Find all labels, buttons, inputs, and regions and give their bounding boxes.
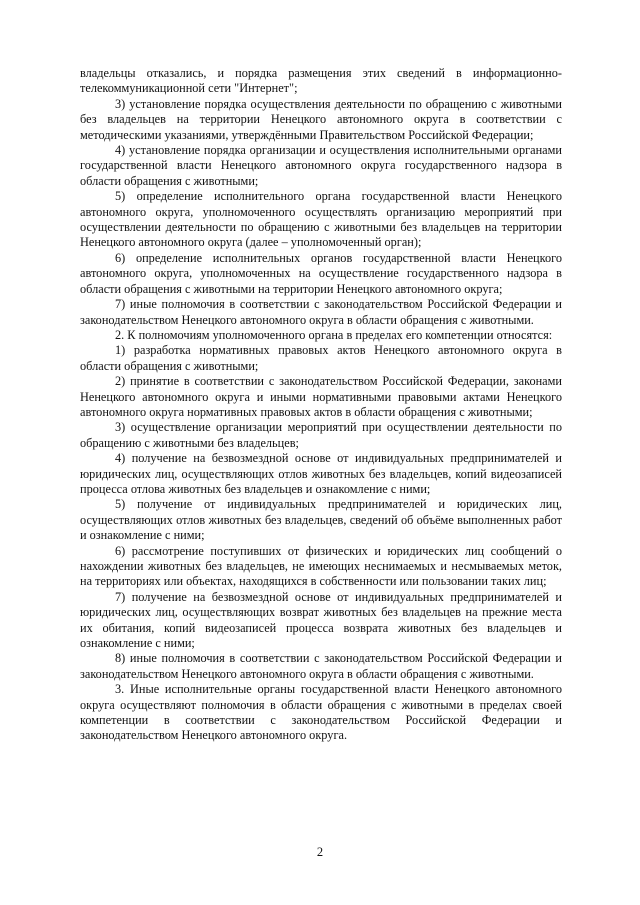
paragraph-section-2-item-6: 6) рассмотрение поступивших от физических и юридических лиц сообщений о нахождении животных без владельцев, не имеющих неснимаемых и несмываемых меток, на территориях или объектах, находящихся в собственности или пользовании таких лиц; [80,543,562,589]
paragraph-continuation: владельцы отказались, и порядка размещения этих сведений в информационно-телекоммуникационной сети "Интернет"; [80,66,562,96]
paragraph-item-3: 3) установление порядка осуществления деятельности по обращению с животными без владельцев на территории Ненецкого автономного округа в соответствии с методическими указаниями, утверждёнными Правительством Российской Федерации; [80,96,562,142]
paragraph-section-2-item-2: 2) принятие в соответствии с законодательством Российской Федерации, законами Ненецкого автономного округа и иными нормативными правовыми актами Ненецкого автономного округа нормативных правовых актов в области обращения с животными; [80,374,562,419]
paragraph-section-2-item-4: 4) получение на безвозмездной основе от индивидуальных предпринимателей и юридических лиц, осуществляющих отлов животных без владельцев, копий видеозаписей процесса отлова животных без владельцев и ознакомление с ними; [80,451,562,496]
paragraph-section-2-item-7: 7) получение на безвозмездной основе от индивидуальных предпринимателей и юридических лиц, осуществляющих возврат животных без владельцев на прежние места их обитания, копий видеозаписей процесса возврата животных без владельцев и ознакомление с ними; [80,589,562,651]
page-number: 2 [316,845,324,859]
paragraph-section-3: 3. Иные исполнительные органы государственной власти Ненецкого автономного округа осуществляют полномочия в области обращения с животными в пределах своей компетенции в соответствии с законодательством Российской Федерации и законодательством Ненецкого автономного округа. [80,682,562,743]
paragraph-item-7: 7) иные полномочия в соответствии с законодательством Российской Федерации и законодательством Ненецкого автономного округа в области обращения с животными. [80,297,562,327]
document-body [80,66,562,744]
paragraph-item-4: 4) установление порядка организации и осуществления исполнительными органами государственной власти Ненецкого автономного округа государственного надзора в области обращения с животными; [80,143,562,188]
paragraph-section-2: 2. К полномочиям уполномоченного органа в пределах его компетенции относятся: [115,327,553,342]
paragraph-section-2-item-1: 1) разработка нормативных правовых актов Ненецкого автономного округа в области обращения с животными; [80,343,562,373]
paragraph-item-5: 5) определение исполнительного органа государственной власти Ненецкого автономного округа, уполномоченного осуществлять организацию мероприятий при осуществлении деятельности по обращению с животными без владельцев на территории Ненецкого автономного округа (далее – уполномоченный орган); [80,189,562,250]
paragraph-section-2-item-8: 8) иные полномочия в соответствии с законодательством Российской Федерации и законодательством Ненецкого автономного округа в области обращения с животными. [80,651,562,681]
paragraph-item-6: 6) определение исполнительных органов государственной власти Ненецкого автономного округа, уполномоченных на осуществление государственного надзора в области обращения с животными на территории Ненецкого автономного округа; [80,250,562,296]
paragraph-section-2-item-3: 3) осуществление организации мероприятий при осуществлении деятельности по обращению с животными без владельцев; [80,420,562,450]
paragraph-section-2-item-5: 5) получение от индивидуальных предпринимателей и юридических лиц, осуществляющих отлов животных без владельцев, сведений об объёме выполненных работ и ознакомление с ними; [80,497,562,543]
